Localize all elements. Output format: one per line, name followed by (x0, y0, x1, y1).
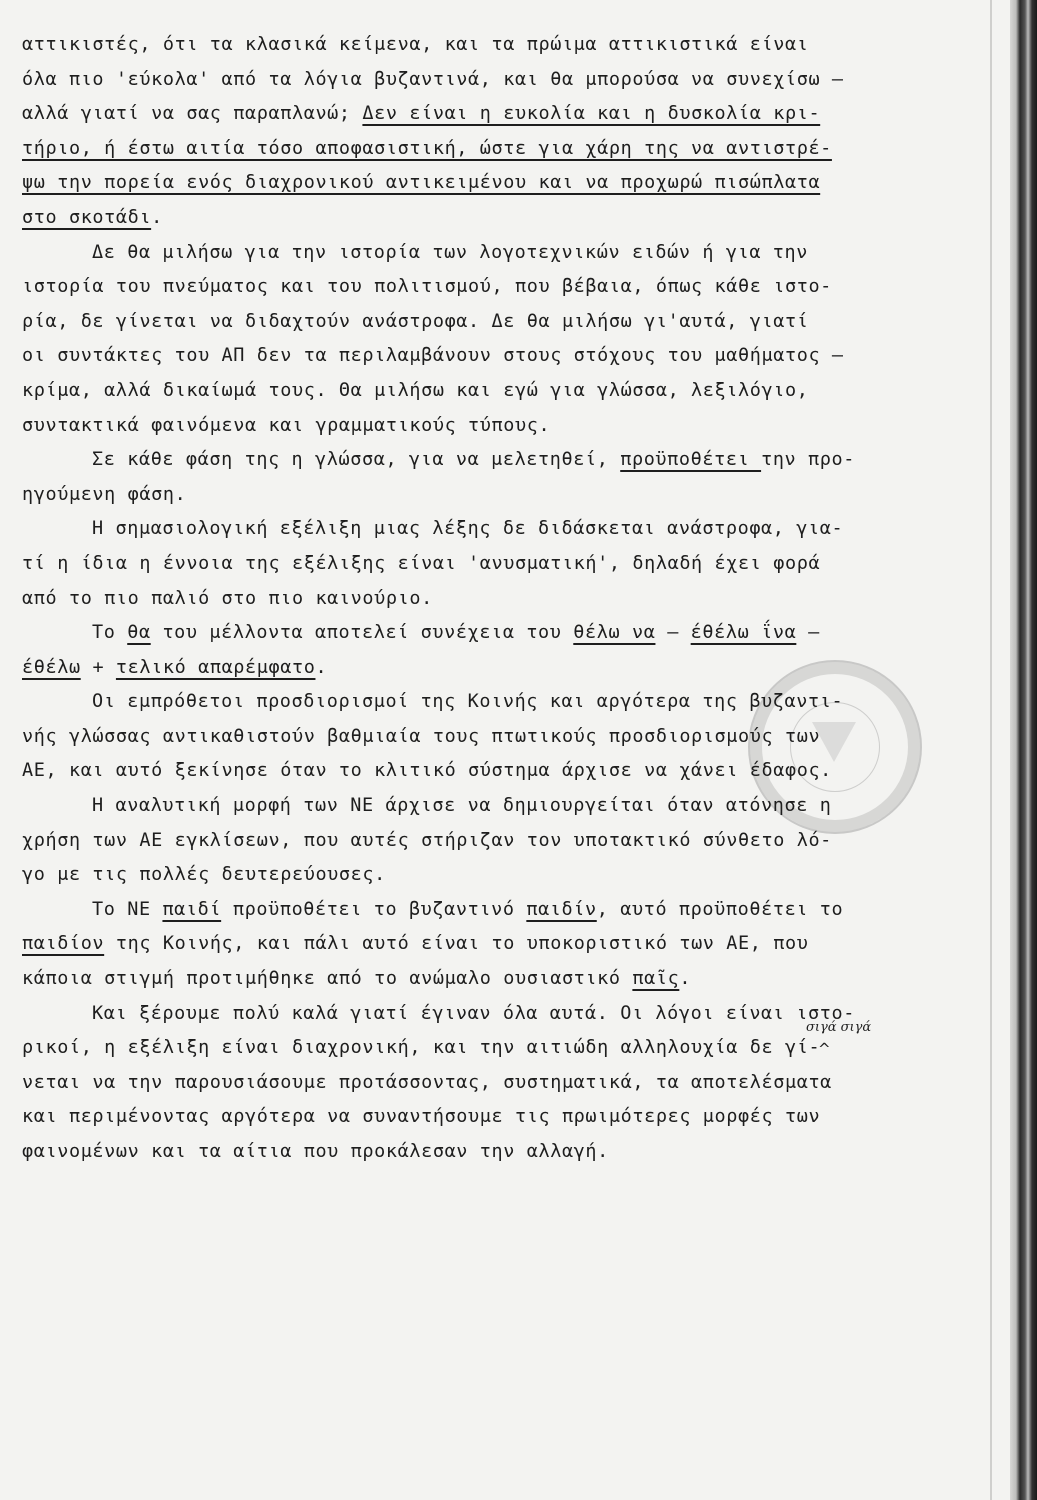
text-run: κάποια στιγμή προτιμήθηκε από το ανώμαλο ουσιαστικό (22, 968, 633, 990)
text-run: . (679, 968, 692, 990)
underlined-text: τήριο, ή έστω αιτία τόσο αποφασιστική, ώστε για χάρη της να αντιστρέ- (22, 137, 832, 159)
underlined-text: θέλω να (573, 622, 656, 644)
text-run: αλλά γιατί να σας παραπλανώ; (22, 103, 363, 125)
text-line: όλα πιο 'εύκολα' από τα λόγια βυζαντινά, και θα μπορούσα να συνεχίσω — (22, 68, 844, 90)
underlined-text: έθέλω ΐνα (690, 622, 797, 644)
paragraph-start (22, 893, 992, 928)
underlined-text: προϋποθέτει (620, 449, 762, 471)
insertion-caret: ^ (818, 1040, 831, 1058)
text-line (22, 97, 992, 132)
text-run: της Κοινής, και πάλι αυτό είναι το υποκοριστικό των ΑΕ, που (104, 933, 809, 955)
text-line: νής γλώσσας αντικαθιστούν βαθμιαία τους πτωτικούς προσδιορισμούς των (22, 725, 821, 747)
underlined-text: τελικό απαρέμφατο (115, 656, 316, 678)
underlined-text: παιδίν (526, 898, 597, 920)
text-line (22, 962, 992, 997)
text-line: από το πιο παλιό στο πιο καινούριο. (22, 587, 433, 609)
text-run: την προ- (761, 449, 855, 471)
underlined-text: Δεν είναι η ευκολία και η δυσκολία κρι- (362, 103, 821, 125)
text-line: κρίμα, αλλά δικαίωμά τους. Θα μιλήσω και εγώ για γλώσσα, λεξιλόγιο, (22, 379, 809, 401)
underlined-text: παῖς (632, 968, 680, 990)
text-line (22, 166, 992, 201)
text-line (22, 927, 992, 962)
paragraph-start (22, 616, 992, 651)
text-line: ΑΕ, και αυτό ξεκίνησε όταν το κλιτικό σύστημα άρχισε να χάνει έδαφος. (22, 760, 832, 782)
text-line: γο με τις πολλές δευτερεύουσες. (22, 864, 386, 886)
text-line: και περιμένοντας αργότερα να συναντήσουμε τις πρωιμότερες μορφές των (22, 1106, 821, 1128)
text-line: ρία, δε γίνεται να διδαχτούν ανάστροφα. Δε θα μιλήσω γι'αυτά, γιατί (22, 310, 809, 332)
handwritten-insert: σιγά σιγά (806, 1020, 872, 1035)
underlined-text: παιδί (162, 898, 222, 920)
text-run: Το ΝΕ (92, 898, 163, 920)
paragraph-start (22, 443, 992, 478)
underlined-text: έθέλω (22, 656, 81, 678)
underlined-text: ψω την πορεία ενός διαχρονικού αντικειμένου και να προχωρώ πισώπλατα (22, 172, 821, 194)
text-line: νεται να την παρουσιάσουμε προτάσσοντας, συστηματικά, τα αποτελέσματα (22, 1071, 832, 1093)
text-run: , αυτό προϋποθέτει το (596, 898, 844, 920)
paragraph-start: Η αναλυτική μορφή των ΝΕ άρχισε να δημιουργείται όταν ατόνησε η (92, 795, 832, 817)
text-line: φαινομένων και τα αίτια που προκάλεσαν την αλλαγή. (22, 1141, 609, 1162)
paragraph-start: Οι εμπρόθετοι προσδιορισμοί της Κοινής και αργότερα της βυζαντι- (92, 691, 844, 713)
typewritten-text (22, 28, 992, 1170)
book-binding (1010, 0, 1037, 1500)
text-run: προϋποθέτει το βυζαντινό (221, 898, 527, 920)
text-line: αττικιστές, ότι τα κλασικά κείμενα, και τα πρώιμα αττικιστικά είναι (22, 34, 809, 55)
text-run: του μέλλοντα αποτελεί συνέχεια του (150, 622, 574, 644)
text-run: . (315, 656, 328, 678)
text-run: Το (92, 622, 128, 644)
text-run: — (796, 622, 820, 644)
underlined-text: στο σκοτάδι (22, 206, 152, 228)
paragraph-start: Η σημασιολογική εξέλιξη μιας λέξης δε διδάσκεται ανάστροφα, για- (92, 518, 844, 540)
text-line: ιστορία του πνεύματος και του πολιτισμού, που βέβαια, όπως κάθε ιστο- (22, 276, 832, 298)
paragraph-start: Δε θα μιλήσω για την ιστορία των λογοτεχνικών ειδών ή για την (92, 241, 809, 263)
text-line: συντακτικά φαινόμενα και γραμματικούς τύπους. (22, 414, 551, 436)
text-line: ηγούμενη φάση. (22, 483, 187, 505)
text-run: + (80, 656, 116, 678)
text-line: τί η ίδια η έννοια της εξέλιξης είναι 'ανυσματική', δηλαδή έχει φορά (22, 552, 821, 574)
text-line: οι συντάκτες του ΑΠ δεν τα περιλαμβάνουν στους στόχους του μαθήματος — (22, 345, 844, 367)
text-run: — (655, 622, 691, 644)
text-line (22, 651, 992, 686)
underlined-text: θα (127, 622, 151, 644)
text-run: . (151, 206, 163, 228)
text-line: χρήση των ΑΕ εγκλίσεων, που αυτές στήριζαν τον υποτακτικό σύνθετο λό- (22, 829, 832, 851)
underlined-text: παιδίον (22, 933, 105, 955)
text-run: Σε κάθε φάση της η γλώσσα, για να μελετηθεί, (92, 449, 621, 471)
text-line (22, 132, 992, 167)
text-line (22, 201, 992, 236)
paragraph-start: Και ξέρουμε πολύ καλά γιατί έγιναν όλα αυτά. Οι λόγοι είναι ιστο- (92, 1002, 855, 1024)
text-line: ρικοί, η εξέλιξη είναι διαχρονική, και την αιτιώδη αλληλουχία δε γί- (22, 1037, 821, 1059)
